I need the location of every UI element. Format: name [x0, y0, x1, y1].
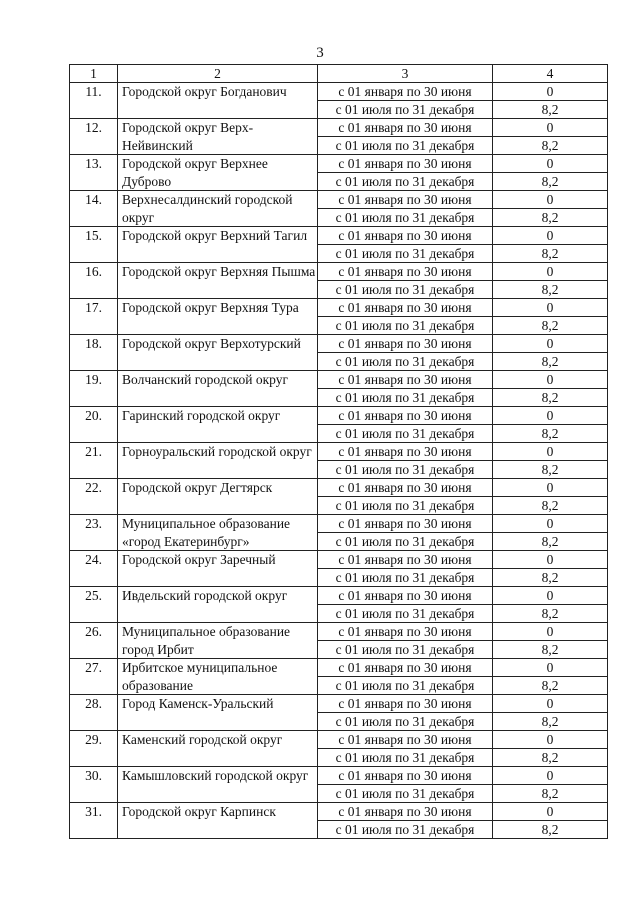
period-cell: с 01 июля по 31 декабря — [318, 209, 493, 227]
row-number: 15. — [70, 227, 118, 263]
rate-value: 0 — [493, 407, 608, 425]
period-cell: с 01 января по 30 июня — [318, 83, 493, 101]
period-cell: с 01 января по 30 июня — [318, 407, 493, 425]
rate-value: 8,2 — [493, 101, 608, 119]
rate-value: 0 — [493, 551, 608, 569]
period-cell: с 01 июля по 31 декабря — [318, 533, 493, 551]
rate-value: 0 — [493, 191, 608, 209]
period-cell: с 01 июля по 31 декабря — [318, 389, 493, 407]
row-number: 11. — [70, 83, 118, 119]
table-row — [70, 767, 608, 785]
rate-value: 8,2 — [493, 821, 608, 839]
rate-value: 0 — [493, 767, 608, 785]
period-cell: с 01 июля по 31 декабря — [318, 425, 493, 443]
table-row — [70, 83, 608, 101]
municipality-name: Волчанский городской округ — [118, 371, 318, 407]
row-number: 12. — [70, 119, 118, 155]
period-cell: с 01 июля по 31 декабря — [318, 353, 493, 371]
rate-value: 8,2 — [493, 533, 608, 551]
rate-value: 0 — [493, 155, 608, 173]
rate-value: 8,2 — [493, 245, 608, 263]
period-cell: с 01 января по 30 июня — [318, 659, 493, 677]
period-cell: с 01 января по 30 июня — [318, 191, 493, 209]
municipality-name: Муниципальное образование «город Екатеринбург» — [118, 515, 318, 551]
period-cell: с 01 января по 30 июня — [318, 551, 493, 569]
period-cell: с 01 июля по 31 декабря — [318, 677, 493, 695]
rate-value: 8,2 — [493, 569, 608, 587]
table-row — [70, 587, 608, 605]
rate-value: 8,2 — [493, 281, 608, 299]
period-cell: с 01 января по 30 июня — [318, 803, 493, 821]
table-row — [70, 335, 608, 353]
row-number: 27. — [70, 659, 118, 695]
municipality-name: Городской округ Верхотурский — [118, 335, 318, 371]
rate-value: 8,2 — [493, 605, 608, 623]
period-cell: с 01 июля по 31 декабря — [318, 821, 493, 839]
rate-value: 8,2 — [493, 209, 608, 227]
municipality-name: Верхнесалдинский городской округ — [118, 191, 318, 227]
table-row — [70, 623, 608, 641]
period-cell: с 01 июля по 31 декабря — [318, 173, 493, 191]
column-header: 4 — [493, 65, 608, 83]
period-cell: с 01 июля по 31 декабря — [318, 101, 493, 119]
rate-value: 8,2 — [493, 785, 608, 803]
row-number: 31. — [70, 803, 118, 839]
table-row — [70, 371, 608, 389]
page-number: 3 — [316, 45, 324, 61]
row-number: 21. — [70, 443, 118, 479]
period-cell: с 01 июля по 31 декабря — [318, 497, 493, 515]
row-number: 17. — [70, 299, 118, 335]
period-cell: с 01 января по 30 июня — [318, 299, 493, 317]
table-header-row — [70, 65, 608, 83]
table-row — [70, 695, 608, 713]
period-cell: с 01 января по 30 июня — [318, 119, 493, 137]
rate-value: 0 — [493, 371, 608, 389]
row-number: 14. — [70, 191, 118, 227]
rate-value: 8,2 — [493, 173, 608, 191]
municipality-name: Камышловский городской округ — [118, 767, 318, 803]
period-cell: с 01 января по 30 июня — [318, 767, 493, 785]
municipality-name: Городской округ Верхняя Тура — [118, 299, 318, 335]
row-number: 13. — [70, 155, 118, 191]
period-cell: с 01 июля по 31 декабря — [318, 569, 493, 587]
row-number: 26. — [70, 623, 118, 659]
column-header: 3 — [318, 65, 493, 83]
municipality-name: Ирбитское муниципальное образование — [118, 659, 318, 695]
period-cell: с 01 июля по 31 декабря — [318, 245, 493, 263]
rate-value: 0 — [493, 263, 608, 281]
period-cell: с 01 июля по 31 декабря — [318, 785, 493, 803]
period-cell: с 01 июля по 31 декабря — [318, 281, 493, 299]
row-number: 22. — [70, 479, 118, 515]
table-row — [70, 191, 608, 209]
period-cell: с 01 января по 30 июня — [318, 623, 493, 641]
table-row — [70, 515, 608, 533]
rate-value: 8,2 — [493, 677, 608, 695]
period-cell: с 01 июля по 31 декабря — [318, 317, 493, 335]
municipality-name: Городской округ Верх-Нейвинский — [118, 119, 318, 155]
row-number: 30. — [70, 767, 118, 803]
period-cell: с 01 июля по 31 декабря — [318, 461, 493, 479]
rate-value: 0 — [493, 479, 608, 497]
row-number: 29. — [70, 731, 118, 767]
municipality-name: Городской округ Верхнее Дуброво — [118, 155, 318, 191]
rate-value: 0 — [493, 803, 608, 821]
period-cell: с 01 июля по 31 декабря — [318, 713, 493, 731]
table-row — [70, 659, 608, 677]
table-row — [70, 731, 608, 749]
rate-value: 0 — [493, 731, 608, 749]
period-cell: с 01 июля по 31 декабря — [318, 641, 493, 659]
rate-value: 8,2 — [493, 497, 608, 515]
municipality-name: Городской округ Верхняя Пышма — [118, 263, 318, 299]
rate-value: 0 — [493, 623, 608, 641]
period-cell: с 01 июля по 31 декабря — [318, 749, 493, 767]
rate-value: 0 — [493, 695, 608, 713]
period-cell: с 01 января по 30 июня — [318, 515, 493, 533]
rate-value: 8,2 — [493, 461, 608, 479]
period-cell: с 01 января по 30 июня — [318, 479, 493, 497]
row-number: 18. — [70, 335, 118, 371]
table-row — [70, 407, 608, 425]
rate-value: 8,2 — [493, 713, 608, 731]
table-row — [70, 443, 608, 461]
row-number: 23. — [70, 515, 118, 551]
row-number: 25. — [70, 587, 118, 623]
rate-value: 0 — [493, 587, 608, 605]
row-number: 28. — [70, 695, 118, 731]
period-cell: с 01 января по 30 июня — [318, 227, 493, 245]
rate-value: 8,2 — [493, 137, 608, 155]
row-number: 24. — [70, 551, 118, 587]
table-row — [70, 263, 608, 281]
municipality-name: Городской округ Верхний Тагил — [118, 227, 318, 263]
period-cell: с 01 января по 30 июня — [318, 695, 493, 713]
rates-table — [69, 64, 608, 839]
period-cell: с 01 января по 30 июня — [318, 371, 493, 389]
column-header: 1 — [70, 65, 118, 83]
table-row — [70, 227, 608, 245]
table-row — [70, 803, 608, 821]
period-cell: с 01 июля по 31 декабря — [318, 137, 493, 155]
rate-value: 0 — [493, 659, 608, 677]
table-row — [70, 299, 608, 317]
municipality-name: Гаринский городской округ — [118, 407, 318, 443]
rate-value: 8,2 — [493, 389, 608, 407]
row-number: 16. — [70, 263, 118, 299]
municipality-name: Ивдельский городской округ — [118, 587, 318, 623]
rate-value: 0 — [493, 119, 608, 137]
period-cell: с 01 января по 30 июня — [318, 335, 493, 353]
rate-value: 8,2 — [493, 353, 608, 371]
row-number: 20. — [70, 407, 118, 443]
municipality-name: Каменский городской округ — [118, 731, 318, 767]
municipality-name: Город Каменск-Уральский — [118, 695, 318, 731]
municipality-name: Горноуральский городской округ — [118, 443, 318, 479]
rate-value: 0 — [493, 335, 608, 353]
rate-value: 0 — [493, 83, 608, 101]
rate-value: 0 — [493, 299, 608, 317]
column-header: 2 — [118, 65, 318, 83]
row-number: 19. — [70, 371, 118, 407]
municipality-name: Городской округ Богданович — [118, 83, 318, 119]
table-row — [70, 551, 608, 569]
period-cell: с 01 января по 30 июня — [318, 443, 493, 461]
municipality-name: Муниципальное образование город Ирбит — [118, 623, 318, 659]
rate-value: 0 — [493, 515, 608, 533]
municipality-name: Городской округ Заречный — [118, 551, 318, 587]
municipality-name: Городской округ Карпинск — [118, 803, 318, 839]
table-row — [70, 479, 608, 497]
rate-value: 0 — [493, 227, 608, 245]
rate-value: 8,2 — [493, 317, 608, 335]
table-row — [70, 155, 608, 173]
table-row — [70, 119, 608, 137]
rate-value: 0 — [493, 443, 608, 461]
rate-value: 8,2 — [493, 641, 608, 659]
period-cell: с 01 января по 30 июня — [318, 731, 493, 749]
period-cell: с 01 января по 30 июня — [318, 263, 493, 281]
rate-value: 8,2 — [493, 749, 608, 767]
rate-value: 8,2 — [493, 425, 608, 443]
period-cell: с 01 июля по 31 декабря — [318, 605, 493, 623]
period-cell: с 01 января по 30 июня — [318, 155, 493, 173]
municipality-name: Городской округ Дегтярск — [118, 479, 318, 515]
period-cell: с 01 января по 30 июня — [318, 587, 493, 605]
